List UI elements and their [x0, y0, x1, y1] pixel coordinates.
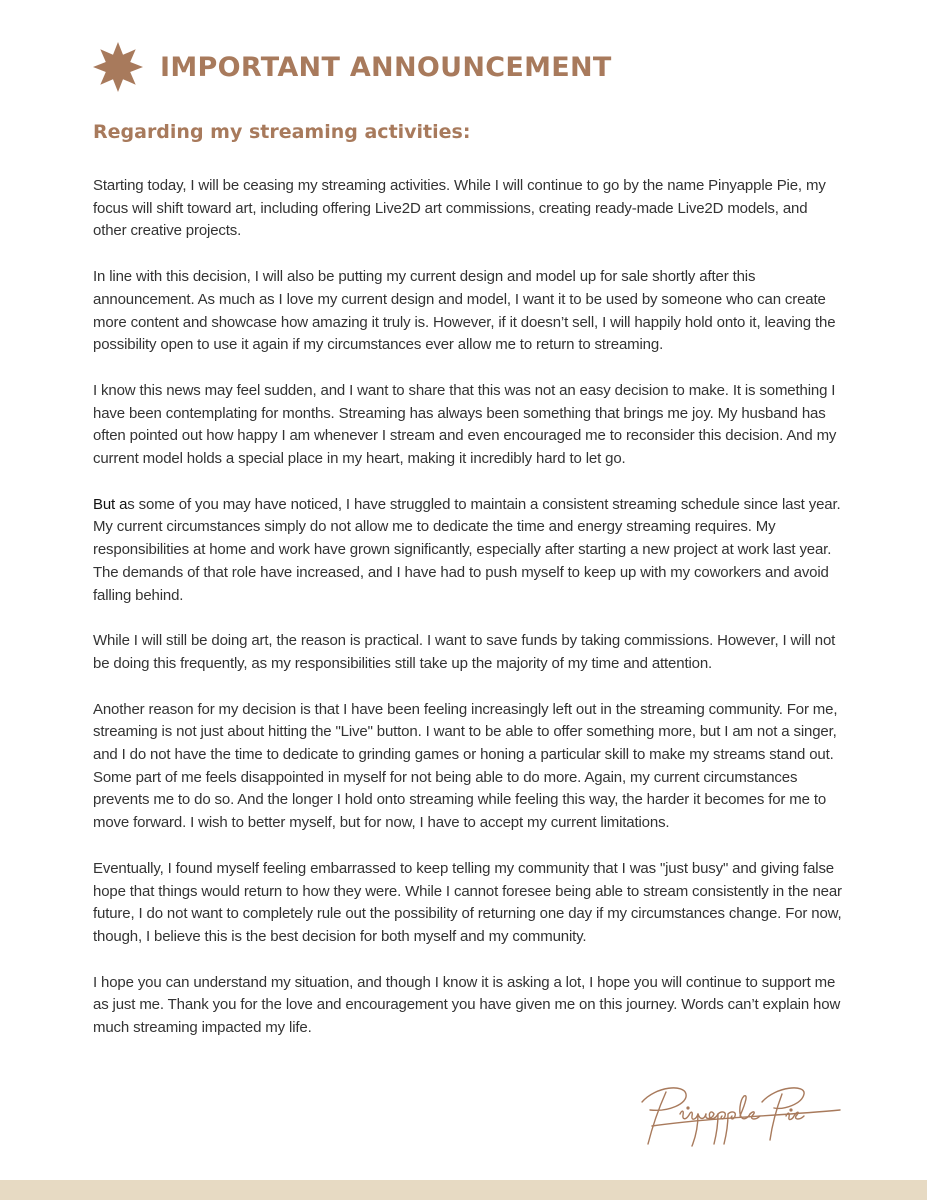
paragraph-5: While I will still be doing art, the reason is practical. I want to save funds by taking commissions. However, I will not be doing this frequently, as my responsibilities still take up the majority of my time and attention. — [93, 632, 836, 672]
paragraph-8: I hope you can understand my situation, and though I know it is asking a lot, I hope you will continue to support me as just me. Thank you for the love and encouragement you have given me on this journey. Words can’t explain how much streaming impacted my life. — [93, 973, 841, 1037]
paragraph-7: Eventually, I found myself feeling embarrassed to keep telling my community that I was "just busy" and giving false hope that things would return to how they were. While I cannot foresee being able to stream consistently in the near future, I do not want to completely rule out the possibility of returning one day if my circumstances change. For now, though, I believe this is the best decision for both myself and my community. — [93, 859, 842, 945]
announcement-title: IMPORTANT ANNOUNCEMENT — [160, 51, 612, 83]
eight-point-star-icon — [92, 41, 144, 93]
paragraph-4-text: s some of you may have noticed, I have struggled to maintain a consistent streaming schedule since last year. My current circumstances simply do not allow me to dedicate the time and energy streaming requires. My responsibilities at home and work have grown significantly, especially after starting a new project at work last year. The demands of that role have increased, and I have had to push myself to keep up with my coworkers and avoid falling behind. — [93, 495, 841, 604]
paragraph-4-emphasis: But a — [93, 495, 128, 513]
announcement-body — [93, 175, 843, 1063]
announcement-header — [92, 40, 612, 94]
signature-logo — [636, 1080, 846, 1152]
footer-band — [0, 1180, 927, 1200]
section-subheading: Regarding my streaming activities: — [93, 121, 471, 143]
paragraph-4 — [93, 494, 843, 608]
paragraph-2: In line with this decision, I will also be putting my current design and model up for sale shortly after this announcement. As much as I love my current design and model, I want it to be used by someone who can create more content and showcase how amazing it truly is. However, if it doesn’t sell, I will happily hold onto it, leaving the possibility open to use it again if my circumstances ever allow me to return to streaming. — [93, 268, 836, 354]
paragraph-1: Starting today, I will be ceasing my streaming activities. While I will continue to go by the name Pinyapple Pie, my focus will shift toward art, including offering Live2D art commissions, creating ready-made Live2D models, and other creative projects. — [93, 177, 826, 240]
paragraph-3: I know this news may feel sudden, and I want to share that this was not an easy decision to make. It is something I have been contemplating for months. Streaming has always been something that brings me joy. My husband has often pointed out how happy I am whenever I stream and even encouraged me to reconsider this decision. And my current model holds a special place in my heart, making it incredibly hard to let go. — [93, 381, 837, 468]
paragraph-6: Another reason for my decision is that I have been feeling increasingly left out in the streaming community. For me, streaming is not just about hitting the "Live" button. I want to be able to offer something more, but I am not a singer, and I do not have the time to dedicate to grinding games or honing a particular skill to make my streams stand out. Some part of me feels disappointed in myself for not being able to do more. Again, my current circumstances prevents me to do so. And the longer I hold onto streaming while feeling this way, the harder it becomes for me to move forward. I wish to better myself, but for now, I have to accept my current limitations. — [93, 700, 838, 832]
